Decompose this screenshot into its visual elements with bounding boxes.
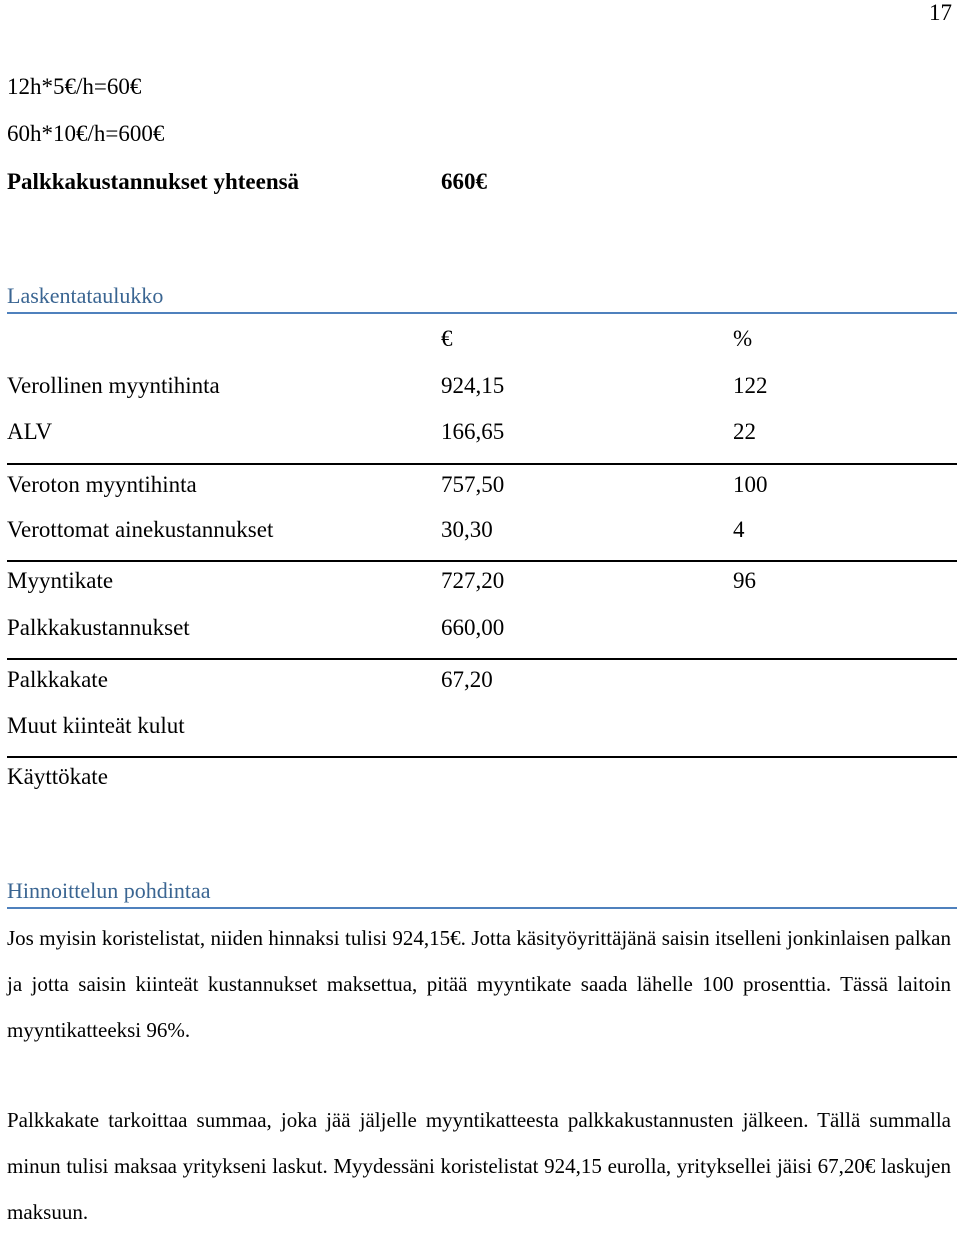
row-percent: 122: [733, 373, 768, 398]
row-euro: 727,20: [441, 568, 505, 593]
row-label: Muut kiinteät kulut: [7, 713, 185, 738]
row-euro: 924,15: [441, 373, 505, 398]
row-label: ALV: [7, 419, 53, 444]
pricing-paragraph-2: Palkkakate tarkoittaa summaa, joka jää jäljelle myyntikatteesta palkkakustannusten jälkeen. Tällä summalla minun tulisi maksaa yritykseni laskut. Myydessäni koristelistat 924,15 eurolla, yrityksellei jäisi 67,20€ laskujen maksuun.: [7, 1108, 951, 1224]
row-euro: 660,00: [441, 615, 505, 640]
row-percent: 96: [733, 568, 756, 593]
col-header-percent: %: [733, 326, 753, 351]
calc-table-title-rule: [7, 312, 957, 314]
wage-calc-line-1: 12h*5€/h=60€: [7, 74, 142, 99]
row-percent: 22: [733, 419, 756, 444]
row-label: Käyttökate: [7, 764, 108, 789]
page-number: 17: [929, 0, 952, 25]
row-euro: 757,50: [441, 472, 505, 497]
row-euro: 67,20: [441, 667, 493, 692]
row-euro: 30,30: [441, 517, 493, 542]
row-percent: 4: [733, 517, 745, 542]
row-label: Palkkakate: [7, 667, 108, 692]
pricing-section-title: Hinnoittelun pohdintaa: [7, 878, 211, 903]
row-percent: 100: [733, 472, 768, 497]
col-header-euro: €: [441, 326, 453, 351]
pricing-title-rule: [7, 907, 957, 909]
wage-total-value: 660€: [441, 169, 487, 194]
table-divider: [7, 756, 957, 758]
row-label: Verottomat ainekustannukset: [7, 517, 274, 542]
row-euro: 166,65: [441, 419, 505, 444]
row-label: Veroton myyntihinta: [7, 472, 197, 497]
row-label: Palkkakustannukset: [7, 615, 190, 640]
calc-table-title: Laskentataulukko: [7, 283, 164, 308]
pricing-paragraph-1: Jos myisin koristelistat, niiden hinnaksi tulisi 924,15€. Jotta käsityöyrittäjänä saisin itselleni jonkinlaisen palkan ja jotta saisin kiinteät kustannukset maksettua, pitää myyntikate saada lähelle 100 prosenttia. Tässä laitoin myyntikatteeksi 96%.: [7, 926, 951, 1042]
wage-total-label: Palkkakustannukset yhteensä: [7, 169, 300, 194]
row-label: Myyntikate: [7, 568, 114, 593]
table-divider: [7, 658, 957, 660]
table-divider: [7, 463, 957, 465]
table-divider: [7, 560, 957, 562]
row-label: Verollinen myyntihinta: [7, 373, 220, 398]
wage-calc-line-2: 60h*10€/h=600€: [7, 121, 165, 146]
